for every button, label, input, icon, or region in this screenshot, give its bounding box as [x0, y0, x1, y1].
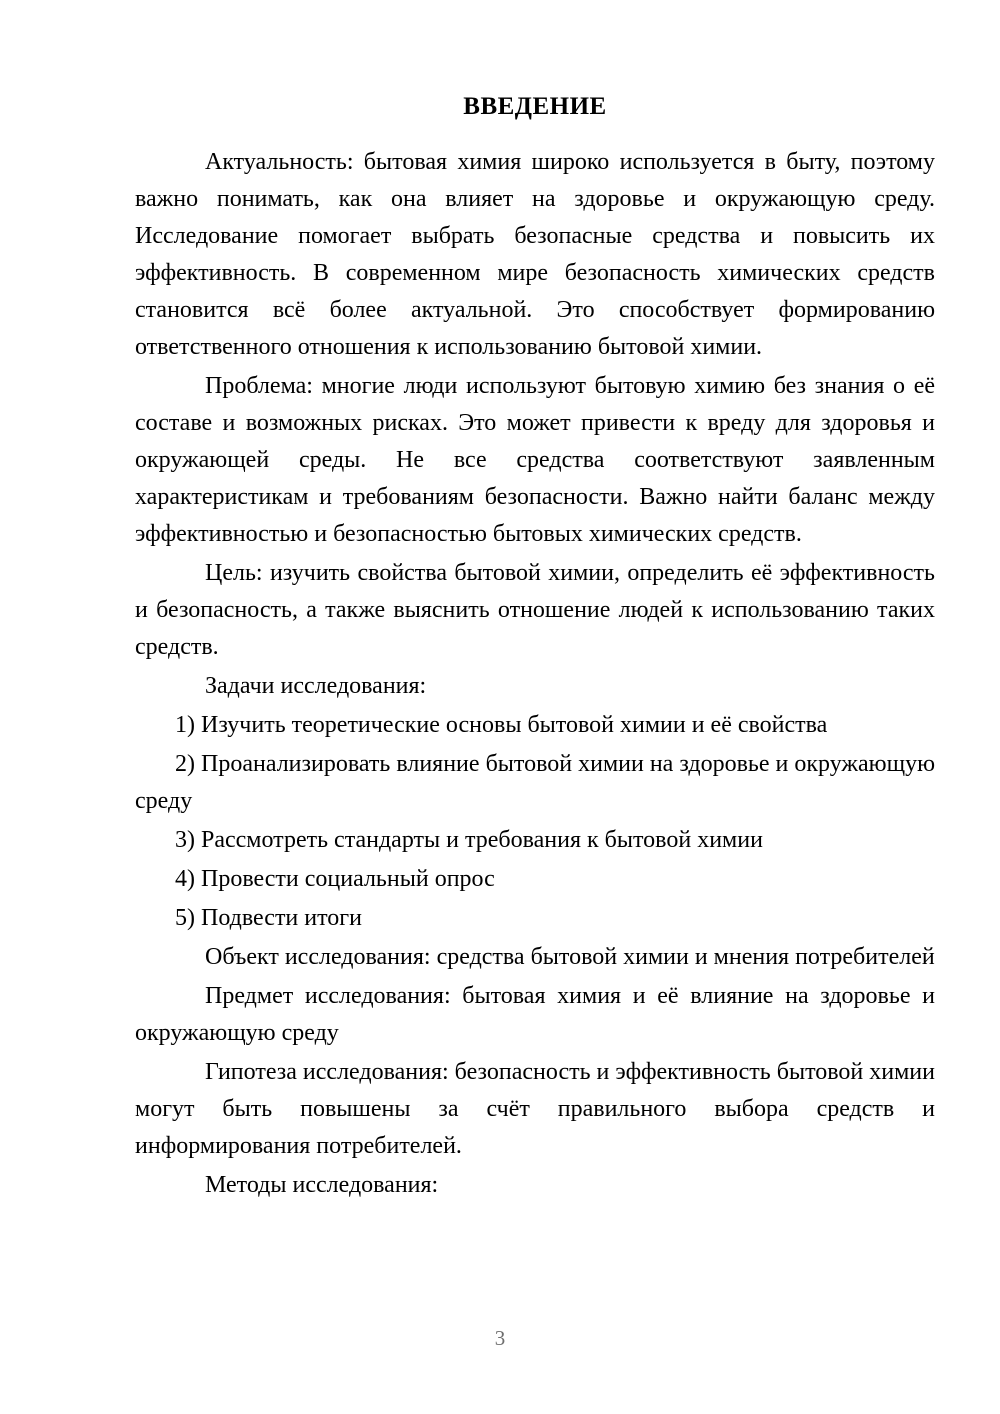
- heading-tasks: Задачи исследования:: [205, 672, 427, 699]
- page-number: 3: [494, 1326, 506, 1350]
- paragraph-object: Объект исследования: средства бытовой химии и мнения потребителей: [205, 943, 935, 970]
- paragraph-hypothesis: Гипотеза исследования: безопасность и эффективность бытовой химии могут быть повышены за счёт правильного выбора средств и информирования потребителей.: [135, 1058, 935, 1159]
- page-title: ВВЕДЕНИЕ: [463, 93, 607, 120]
- task-item-2: 2) Проанализировать влияние бытовой химии на здоровье и окружающую среду: [135, 750, 935, 814]
- paragraph-subject: Предмет исследования: бытовая химия и её влияние на здоровье и окружающую среду: [135, 982, 935, 1046]
- task-item-5: 5) Подвести итоги: [175, 904, 362, 931]
- page-content: [135, 88, 935, 1206]
- paragraph-relevance: Актуальность: бытовая химия широко используется в быту, поэтому важно понимать, как она влияет на здоровье и окружающую среду. Исследование помогает выбрать безопасные средства и повысить их эффективность. В современном мире безопасность химических средств становится всё более актуальной. Это способствует формированию ответственного отношения к использованию бытовой химии.: [135, 148, 935, 360]
- tasks-list: [135, 707, 935, 937]
- heading-methods: Методы исследования:: [205, 1171, 439, 1198]
- task-item-3: 3) Рассмотреть стандарты и требования к бытовой химии: [175, 826, 763, 853]
- paragraph-problem: Проблема: многие люди используют бытовую химию без знания о её составе и возможных рисках. Это может привести к вреду для здоровья и окружающей среды. Не все средства соответствуют заявленным характеристикам и требованиям безопасности. Важно найти баланс между эффективностью и безопасностью бытовых химических средств.: [135, 372, 935, 547]
- task-item-1: 1) Изучить теоретические основы бытовой химии и её свойства: [175, 711, 828, 738]
- task-item-4: 4) Провести социальный опрос: [175, 865, 495, 892]
- paragraph-goal: Цель: изучить свойства бытовой химии, определить её эффективность и безопасность, а также выяснить отношение людей к использованию таких средств.: [135, 559, 935, 660]
